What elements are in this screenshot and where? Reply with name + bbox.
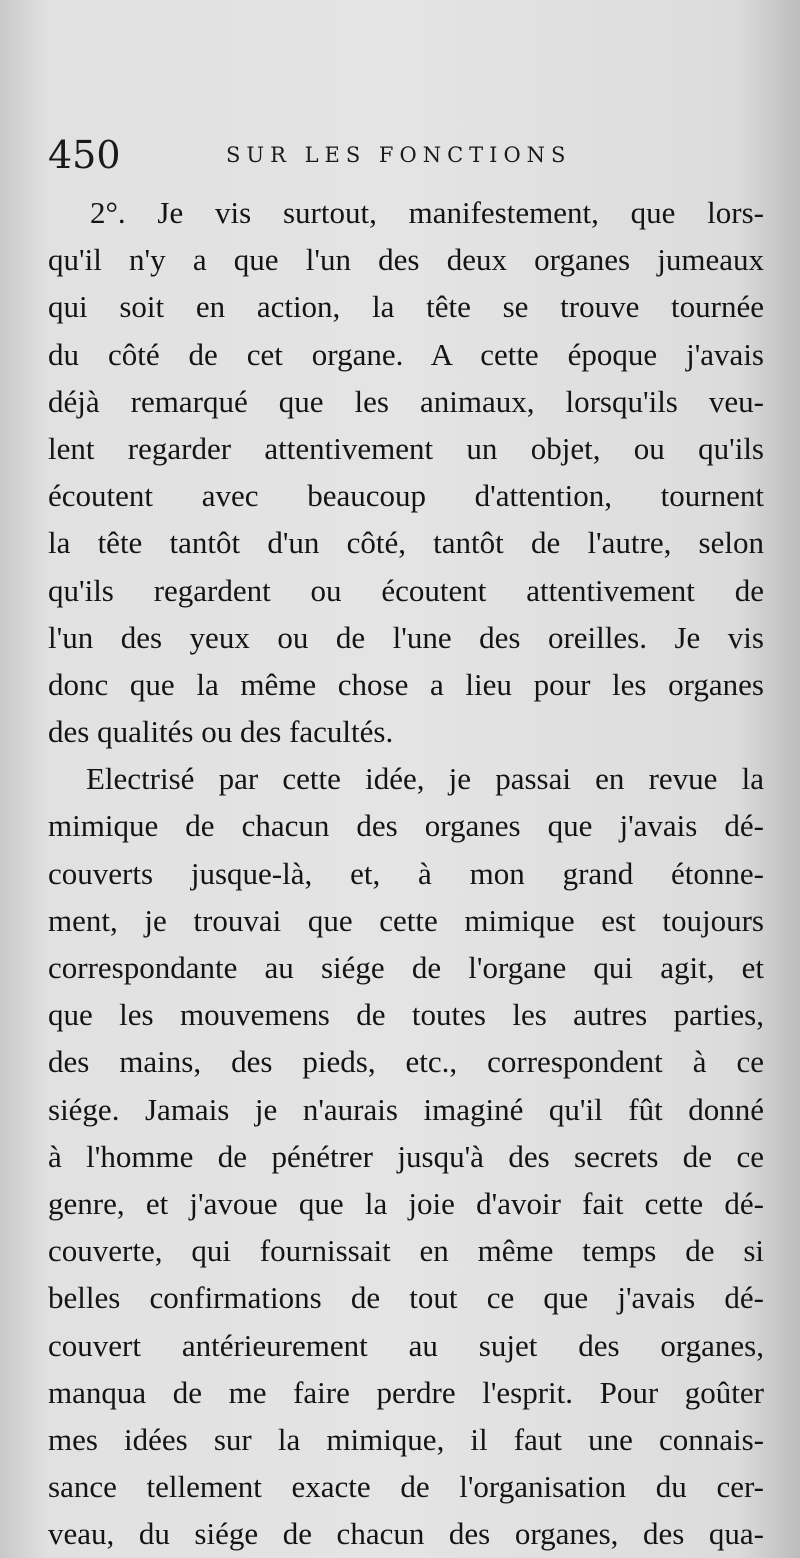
text-line: écoutent avec beaucoup d'attention, tournent [48,478,764,514]
text-line: qu'ils regardent ou écoutent attentivement de [48,572,764,608]
text-line: à l'homme de pénétrer jusqu'à des secrets de ce [48,1138,764,1174]
text-line: mimique de chacun des organes que j'avais dé- [48,808,764,844]
paragraph-2 [48,755,764,1557]
text-line: que les mouvemens de toutes les autres parties, [48,997,764,1033]
page-header [48,130,768,180]
text-line: couvert antérieurement au sujet des organes, [48,1327,764,1363]
text-line: correspondante au siége de l'organe qui agit, et [48,950,764,985]
text-line: couverte, qui fournissait en même temps de si [48,1233,764,1269]
page-number: 450 [48,133,121,177]
text-line: belles confirmations de tout ce que j'avais dé- [48,1280,764,1316]
text-line: mes idées sur la mimique, il faut une connais- [48,1421,764,1457]
text-line: qu'il n'y a que l'un des deux organes jumeaux [48,242,764,278]
text-line: manqua de me faire perdre l'esprit. Pour goûter [48,1374,764,1410]
text-line: genre, et j'avoue que la joie d'avoir fait cette dé- [48,1185,764,1221]
text-line: lent regarder attentivement un objet, ou qu'ils [48,430,764,466]
text-line: siége. Jamais je n'aurais imaginé qu'il fût donné [48,1091,764,1127]
text-line: veau, du siége de chacun des organes, des qua- [48,1516,764,1552]
text-line: qui soit en action, la tête se trouve tournée [48,289,764,325]
text-line: ment, je trouvai que cette mimique est toujours [48,902,764,938]
text-line: l'un des yeux ou de l'une des oreilles. Je vis [48,619,764,655]
text-line: des mains, des pieds, etc., correspondent à ce [48,1044,764,1080]
text-line: sance tellement exacte de l'organisation du cer- [48,1469,764,1505]
text-line: la tête tantôt d'un côté, tantôt de l'autre, selon [48,525,764,561]
text-line: couverts jusque-là, et, à mon grand étonne- [48,855,764,891]
text-line: donc que la même chose a lieu pour les organes [48,666,764,702]
body-text [48,189,764,1557]
text-line: Electrisé par cette idée, je passai en revue la [86,761,764,797]
text-line: du côté de cet organe. A cette époque j'avais [48,336,764,372]
text-line: 2°. Je vis surtout, manifestement, que lors- [90,195,764,230]
text-line: déjà remarqué que les animaux, lorsqu'ils veu- [48,383,764,419]
text-line: des qualités ou des facultés. [48,714,394,750]
paragraph-1 [48,189,764,755]
running-head: SUR LES FONCTIONS [226,143,572,167]
